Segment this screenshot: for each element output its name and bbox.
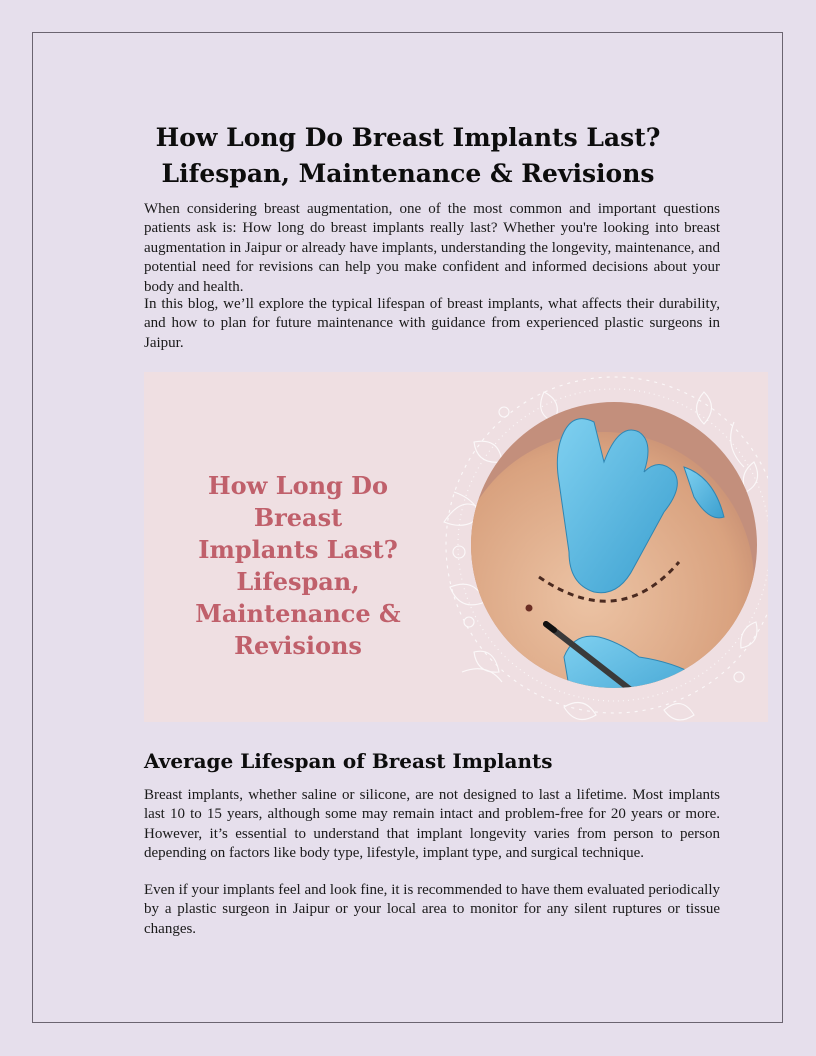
hero-banner [144, 372, 768, 722]
section-heading: Average Lifespan of Breast Implants [144, 749, 553, 773]
title-line-1: How Long Do Breast Implants Last? [155, 123, 661, 152]
banner-line-4: Maintenance & [195, 599, 401, 628]
banner-line-2: Implants Last? [198, 535, 398, 564]
breast-implant-photo [454, 392, 764, 722]
section-paragraph-1: Breast implants, whether saline or silicone, are not designed to last a lifetime. Most implants last 10 to 15 years, although some may remain intact and problem-free for 20 years or more. However, it’s essential to understand that implant longevity varies from person to person depending on factors like body type, lifestyle, implant type, and surgical technique. [144, 787, 720, 862]
banner-line-3: Lifespan, [236, 567, 360, 596]
intro-paragraph-1: When considering breast augmentation, one of the most common and important questions patients ask is: How long do breast implants really last? Whether you're looking into breast augmentation in Jaipur or already have implants, understanding the longevity, maintenance, and potential need for revisions can help you make confident and informed decisions about your body and health. [144, 201, 720, 295]
title-line-2: Lifespan, Maintenance & Revisions [161, 159, 655, 188]
banner-line-5: Revisions [234, 631, 362, 660]
banner-headline [164, 470, 432, 662]
page-title [144, 120, 672, 192]
banner-line-1: How Long Do Breast [208, 471, 388, 532]
section-paragraph-2: Even if your implants feel and look fine, it is recommended to have them evaluated periodically by a plastic surgeon in Jaipur or your local area to monitor for any silent ruptures or tissue changes. [144, 882, 720, 937]
intro-paragraph-2: In this blog, we’ll explore the typical lifespan of breast implants, what affects their durability, and how to plan for future maintenance with guidance from experienced plastic surgeons in Jaipur. [144, 296, 720, 351]
